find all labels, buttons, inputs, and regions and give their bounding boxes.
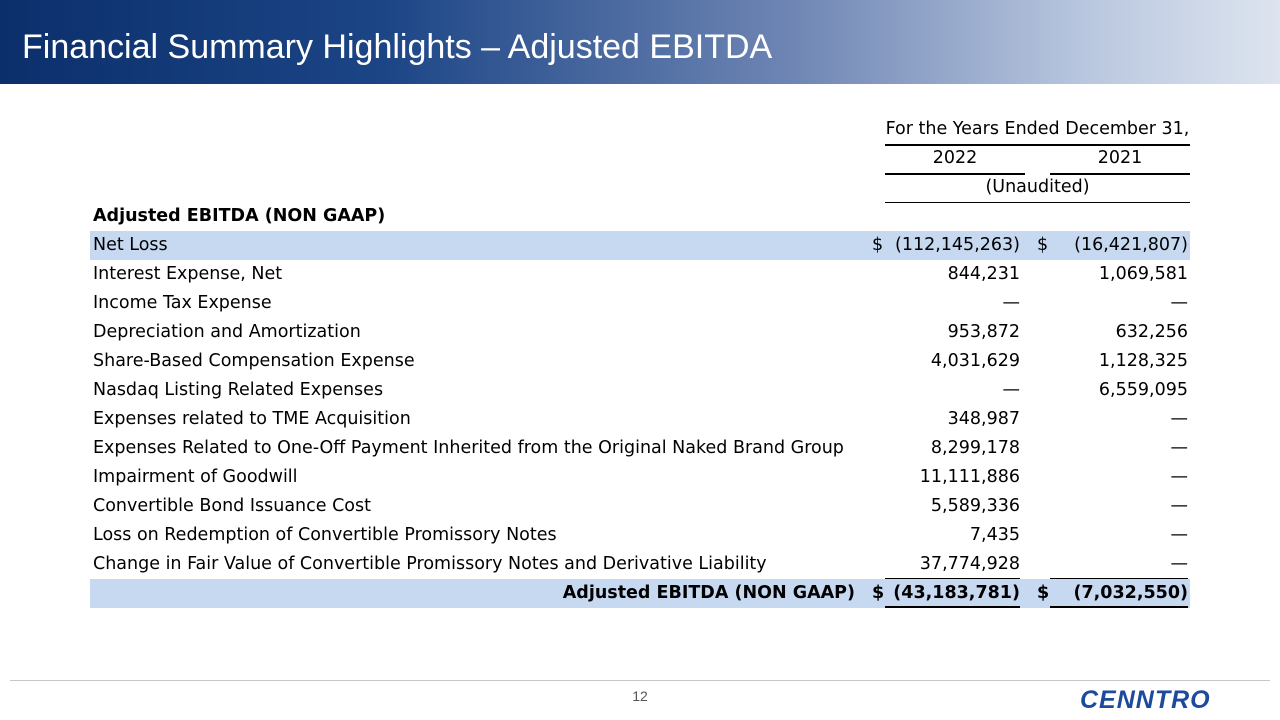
row-label: Income Tax Expense xyxy=(93,293,272,313)
value-2021: — xyxy=(1170,293,1188,313)
value-2022: 844,231 xyxy=(947,264,1020,284)
year-2022-header: 2022 xyxy=(885,144,1025,175)
row-label: Change in Fair Value of Convertible Promissory Notes and Derivative Liability xyxy=(93,554,767,574)
value-2021: — xyxy=(1050,550,1188,579)
value-2022: 4,031,629 xyxy=(930,351,1020,371)
value-2022: 8,299,178 xyxy=(930,438,1020,458)
footer-divider xyxy=(10,680,1270,681)
value-2022: — xyxy=(1002,293,1020,313)
table-row xyxy=(90,550,1190,579)
title-banner xyxy=(0,0,1280,84)
row-label: Convertible Bond Issuance Cost xyxy=(93,496,371,516)
value-2021: — xyxy=(1170,409,1188,429)
table-row xyxy=(90,231,1190,260)
period-header: For the Years Ended December 31, xyxy=(885,115,1190,146)
table-row xyxy=(90,492,1190,521)
value-2022: 11,111,886 xyxy=(919,467,1020,487)
total-value-2022: (43,183,781) xyxy=(885,579,1020,608)
value-2021: — xyxy=(1170,525,1188,545)
table-row xyxy=(90,463,1190,492)
row-label: Nasdaq Listing Related Expenses xyxy=(93,380,384,400)
row-label: Depreciation and Amortization xyxy=(93,322,361,342)
period-header-row xyxy=(90,115,1190,144)
value-2022: 348,987 xyxy=(947,409,1020,429)
table-row xyxy=(90,521,1190,550)
total-label: Adjusted EBITDA (NON GAAP) xyxy=(562,583,855,603)
currency-symbol: $ xyxy=(1037,235,1049,255)
value-2021: 1,069,581 xyxy=(1098,264,1188,284)
table-row xyxy=(90,260,1190,289)
section-title-row xyxy=(90,202,1190,231)
currency-symbol: $ xyxy=(1037,583,1050,603)
value-2021: — xyxy=(1170,438,1188,458)
table-row xyxy=(90,318,1190,347)
row-label: Impairment of Goodwill xyxy=(93,467,298,487)
table-row xyxy=(90,289,1190,318)
years-row xyxy=(90,144,1190,173)
value-2022: — xyxy=(1002,380,1020,400)
total-row xyxy=(90,579,1190,608)
cenntro-logo: CENNTRO xyxy=(1080,686,1211,714)
row-label: Expenses Related to One-Off Payment Inherited from the Original Naked Brand Group xyxy=(93,438,844,458)
value-2021: — xyxy=(1170,467,1188,487)
value-2022: 953,872 xyxy=(947,322,1020,342)
row-label: Share-Based Compensation Expense xyxy=(93,351,415,371)
value-2021: 1,128,325 xyxy=(1098,351,1188,371)
total-value-2021: (7,032,550) xyxy=(1050,579,1188,608)
audit-note-row xyxy=(90,173,1190,202)
year-2021-header: 2021 xyxy=(1050,144,1190,175)
table-row xyxy=(90,405,1190,434)
row-label: Net Loss xyxy=(93,235,168,255)
page-number: 12 xyxy=(632,688,648,704)
value-2022: 7,435 xyxy=(969,525,1020,545)
slide-title: Financial Summary Highlights – Adjusted EBITDA xyxy=(22,28,773,66)
currency-symbol: $ xyxy=(872,583,885,603)
table-row xyxy=(90,376,1190,405)
value-2022: 37,774,928 xyxy=(885,550,1020,579)
row-label: Loss on Redemption of Convertible Promissory Notes xyxy=(93,525,557,545)
value-2021: 632,256 xyxy=(1115,322,1188,342)
value-2022: 5,589,336 xyxy=(930,496,1020,516)
table-row xyxy=(90,347,1190,376)
value-2021: — xyxy=(1170,496,1188,516)
currency-symbol: $ xyxy=(872,235,884,255)
value-2021: (16,421,807) xyxy=(1074,235,1188,255)
section-title: Adjusted EBITDA (NON GAAP) xyxy=(93,206,386,226)
audit-note: (Unaudited) xyxy=(885,173,1190,203)
table-row xyxy=(90,434,1190,463)
value-2022: (112,145,263) xyxy=(895,235,1020,255)
row-label: Interest Expense, Net xyxy=(93,264,283,284)
row-label: Expenses related to TME Acquisition xyxy=(93,409,411,429)
value-2021: 6,559,095 xyxy=(1098,380,1188,400)
